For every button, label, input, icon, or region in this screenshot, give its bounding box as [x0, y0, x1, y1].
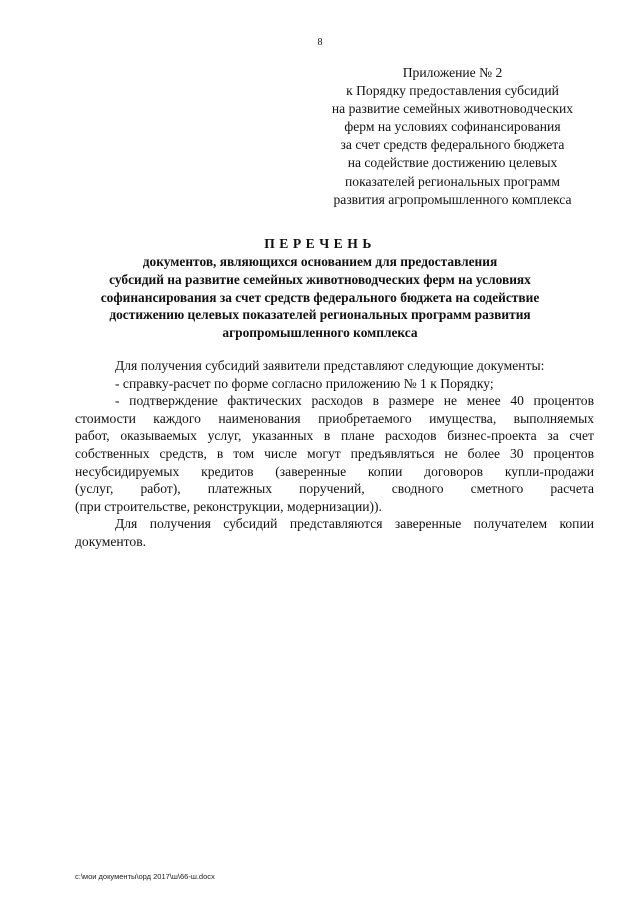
appendix-line: развития агропромышленного комплекса [333, 191, 572, 207]
list-item: - справку-расчет по форме согласно приложению № 1 к Порядку; [115, 375, 494, 391]
appendix-line: на содействие достижению целевых [347, 155, 558, 171]
subtitle-line: агропромышленного комплекса [222, 325, 418, 341]
appendix-line: Приложение № 2 [402, 65, 503, 80]
subtitle-line: достижению целевых показателей региональных программ развития [109, 307, 531, 323]
appendix-header [305, 64, 600, 209]
body-paragraph: Для получения субсидий представляются заверенные получателем копии [115, 516, 594, 532]
appendix-line: ферм на условиях софинансирования [344, 119, 561, 135]
document-title: ПЕРЕЧЕНЬ [264, 236, 376, 251]
list-item: - подтверждение фактических расходов в размере не менее 40 процентов [115, 393, 594, 409]
appendix-line: на развитие семейных животноводческих [331, 101, 574, 117]
subtitle-line: софинансирования за счет средств федерального бюджета на содействие [100, 289, 540, 305]
document-subtitle [0, 253, 640, 342]
subtitle-line: документов, являющихся основанием для предоставления [142, 254, 498, 269]
body-line: собственных средств, в том числе могут предъявляться не более 30 процентов [75, 445, 594, 461]
file-path-footer: c:\мои документы\орд 2017\ш\66-ш.docx [75, 872, 215, 881]
appendix-line: за счет средств федерального бюджета [340, 137, 565, 153]
body-line: (при строительстве, реконструкции, модернизации)). [75, 498, 382, 514]
page-number: 8 [317, 37, 323, 48]
body-line: стоимости каждого наименования приобретаемого имущества, выполняемых [75, 410, 594, 426]
body-line: документов. [75, 533, 147, 549]
body-line: (услуг, работ), платежных поручений, сводного сметного расчета [75, 481, 594, 497]
appendix-line: к Порядку предоставления субсидий [346, 83, 559, 99]
appendix-line: показателей региональных программ [345, 173, 560, 189]
body-line: работ, оказываемых услуг, указанных в плане расходов бизнес-проекта за счет [75, 428, 594, 444]
body-paragraph: Для получения субсидий заявители представляют следующие документы: [115, 358, 545, 373]
document-body [75, 357, 594, 551]
subtitle-line: субсидий на развитие семейных животноводческих ферм на условиях [109, 271, 531, 287]
body-line: несубсидируемых кредитов (заверенные копии договоров купли-продажи [75, 463, 594, 479]
